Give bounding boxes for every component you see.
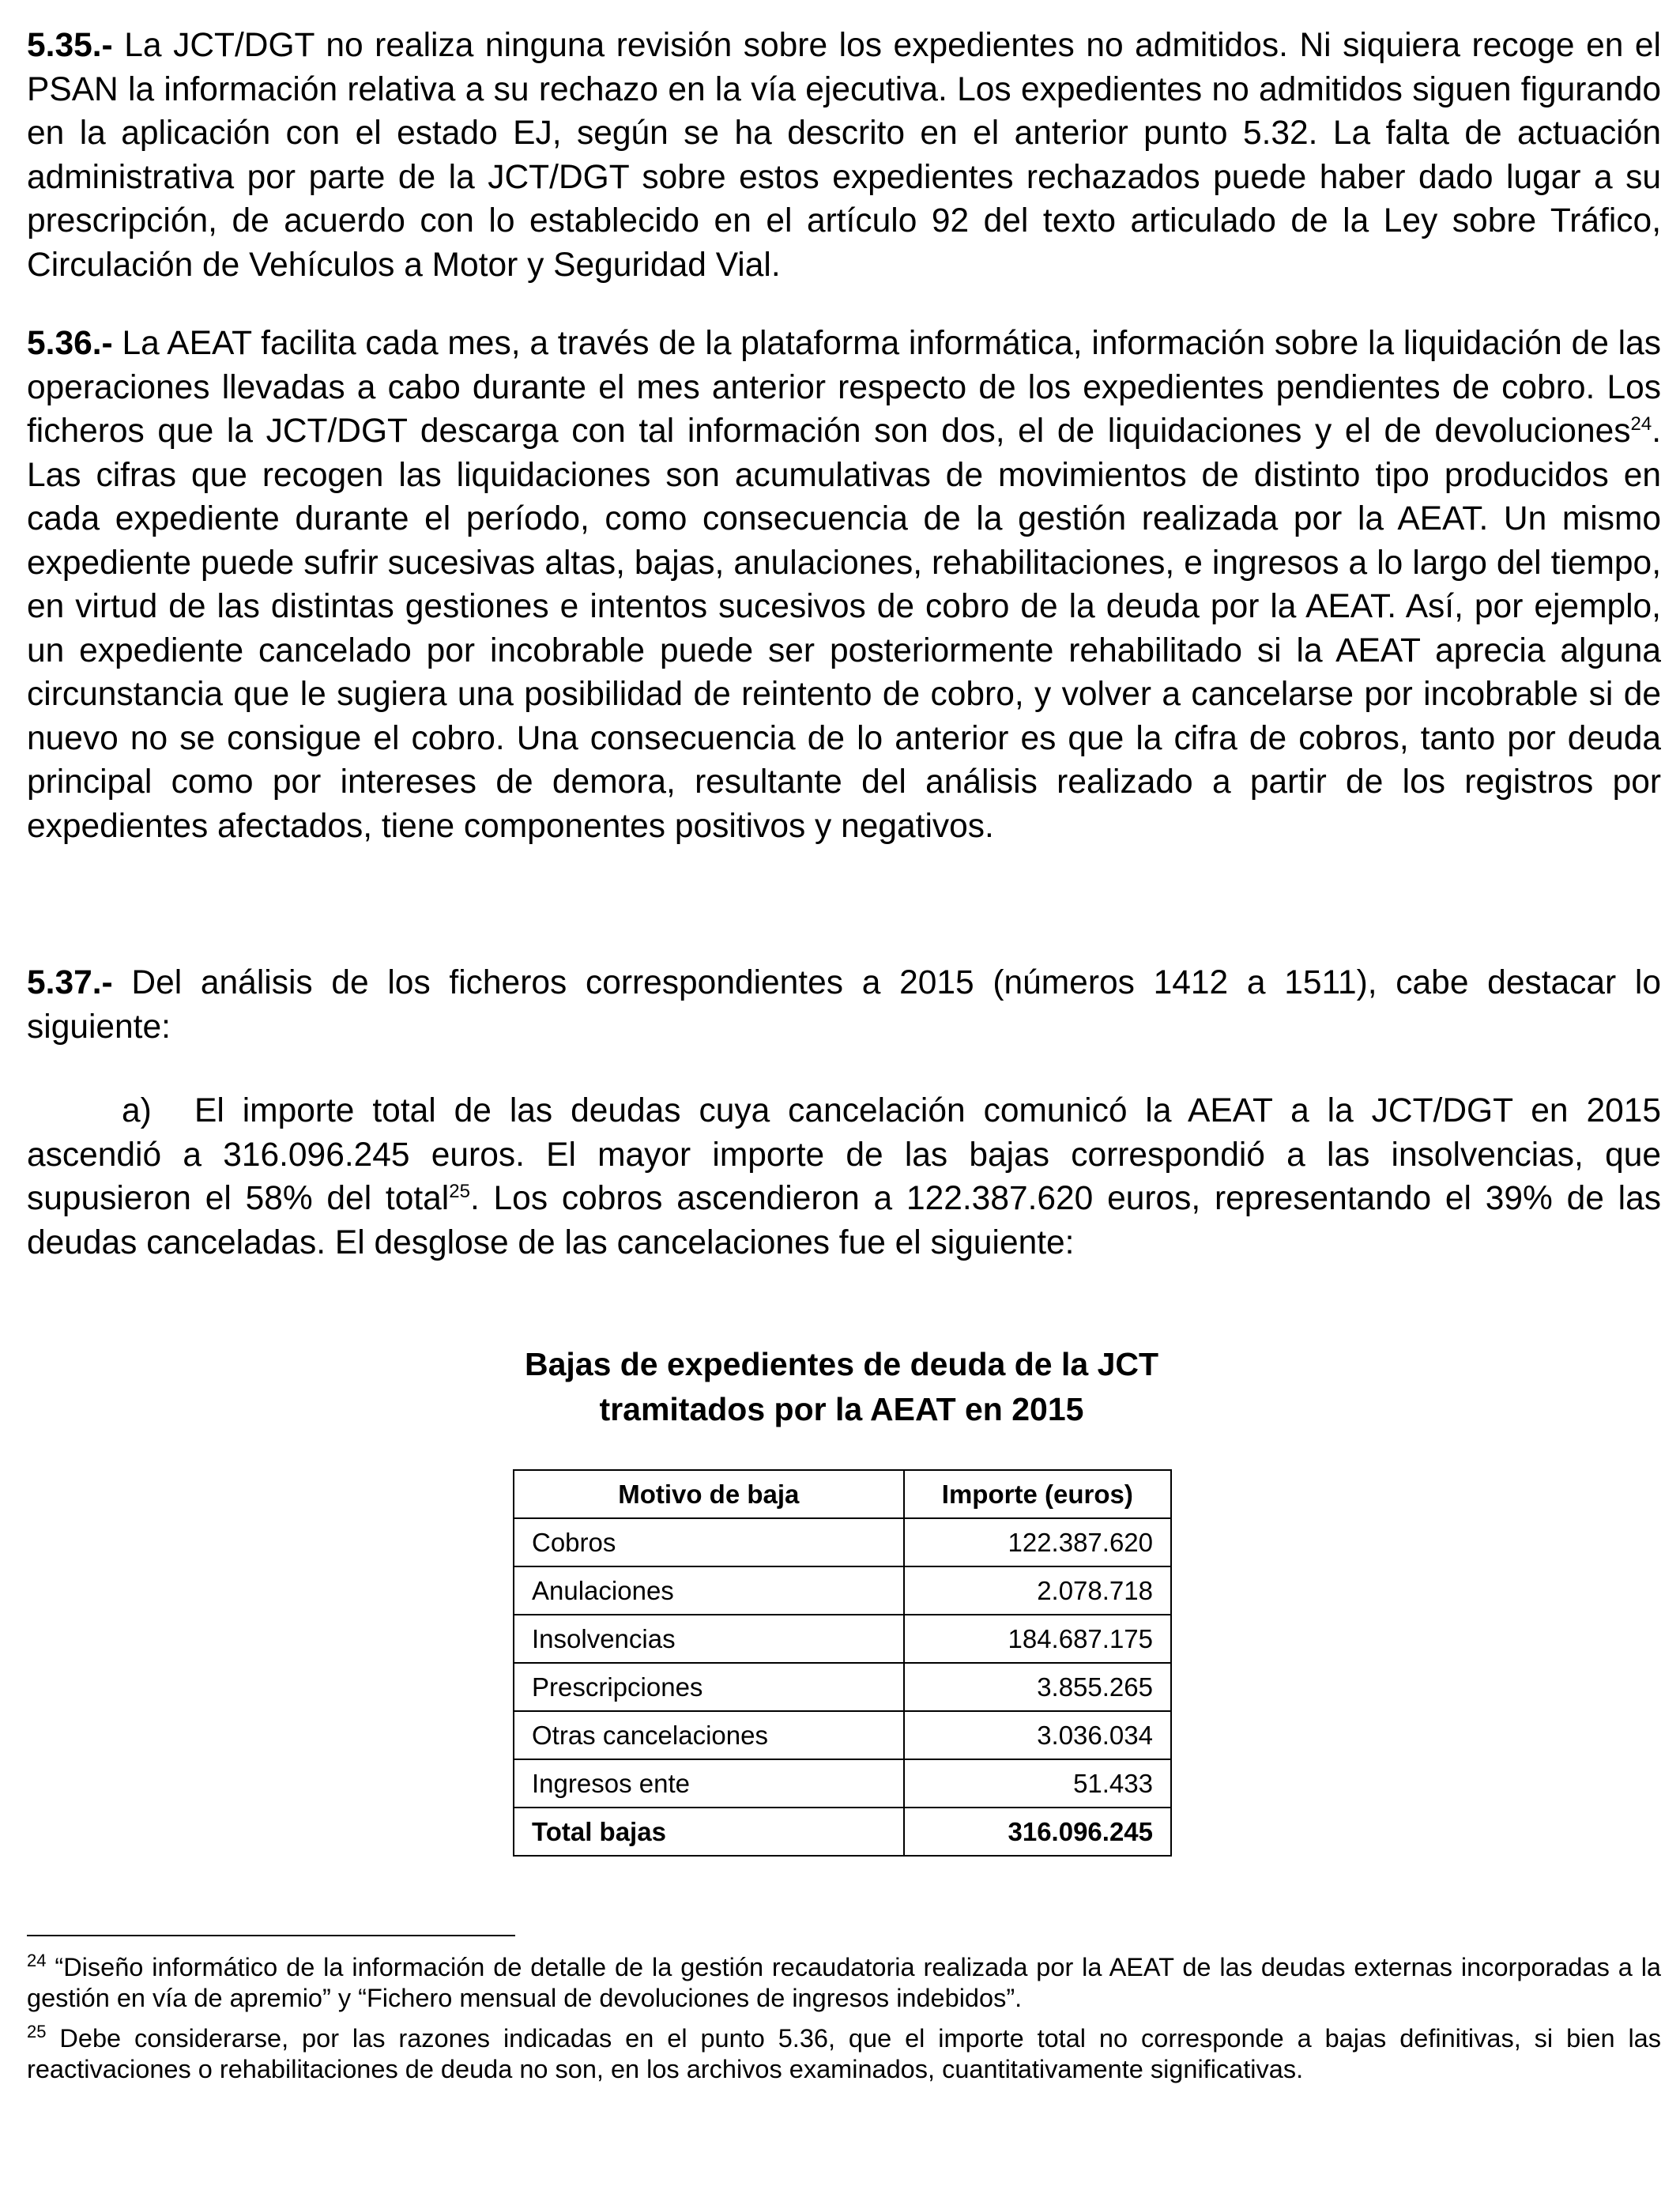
footnote-text: Debe considerarse, por las razones indicadas en el punto 5.36, que el importe total no corresponde a bajas definitivas, si bien las reactivaciones o rehabilitaciones de deuda no son, en los archivos examinados, cuantitativamente significativas. — [27, 2024, 1661, 2083]
table-total-row — [514, 1808, 1171, 1856]
table-row — [514, 1615, 1171, 1663]
table-header-row — [514, 1470, 1171, 1518]
row-label: Insolvencias — [514, 1615, 904, 1663]
footnote-24 — [27, 1952, 1661, 2014]
bajas-table — [513, 1469, 1172, 1857]
row-value: 51.433 — [904, 1759, 1171, 1808]
list-item-label: a) — [122, 1092, 152, 1129]
list-item-a — [27, 1089, 1661, 1265]
row-value: 2.078.718 — [904, 1566, 1171, 1615]
paragraph-text: La AEAT facilita cada mes, a través de la plataforma informática, información sobre la liquidación de las operaciones llevadas a cabo durante el mes anterior respecto de los expedientes pendientes de cobro. Los ficheros que la JCT/DGT descarga con tal información son dos, el de liquidaciones y el de devoluciones — [27, 325, 1661, 450]
row-label: Anulaciones — [514, 1566, 904, 1615]
footnote-number: 25 — [27, 2022, 47, 2042]
row-label: Otras cancelaciones — [514, 1711, 904, 1759]
row-label: Prescripciones — [514, 1663, 904, 1711]
row-value: 122.387.620 — [904, 1518, 1171, 1566]
table-row — [514, 1518, 1171, 1566]
footnote-ref-25[interactable]: 25 — [449, 1180, 470, 1202]
footnote-text: “Diseño informático de la información de detalle de la gestión recaudatoria realizada por la AEAT de las deudas externas incorporadas a la gestión en vía de apremio” y “Fichero mensual de devoluciones de ingresos indebidos”. — [27, 1953, 1661, 2012]
paragraph-text: . Los cobros ascendieron a 122.387.620 euros, representando el 39% de las deudas canceladas. El desglose de las cancelaciones fue el siguiente: — [27, 1180, 1661, 1261]
table-row — [514, 1759, 1171, 1808]
paragraph-text: El importe total de las deudas cuya cancelación comunicó la AEAT a la JCT/DGT en 2015 ascendió a 316.096.245 euros. El mayor importe de las bajas correspondió a las insolvencias, que supusieron el 58% del total — [27, 1092, 1661, 1217]
footnote-25 — [27, 2023, 1661, 2085]
paragraph-number: 5.36.- — [27, 325, 113, 362]
row-value: 3.036.034 — [904, 1711, 1171, 1759]
table-title-line-1: Bajas de expedientes de deuda de la JCT — [524, 1346, 1159, 1382]
paragraph-number: 5.35.- — [27, 27, 113, 64]
paragraph-5-35 — [27, 24, 1661, 287]
paragraph-text: Del análisis de los ficheros correspondientes a 2015 (números 1412 a 1511), cabe destacar lo siguiente: — [27, 964, 1661, 1046]
column-header-importe: Importe (euros) — [904, 1470, 1171, 1518]
row-label: Ingresos ente — [514, 1759, 904, 1808]
paragraph-5-37 — [27, 961, 1661, 1049]
paragraph-5-36 — [27, 322, 1661, 848]
row-value: 184.687.175 — [904, 1615, 1171, 1663]
table-title-line-2: tramitados por la AEAT en 2015 — [599, 1391, 1084, 1427]
paragraph-number: 5.37.- — [27, 964, 113, 1001]
column-header-motivo: Motivo de baja — [514, 1470, 904, 1518]
table-row — [514, 1663, 1171, 1711]
table-row — [514, 1566, 1171, 1615]
footnote-divider — [27, 1935, 515, 1936]
paragraph-text: La JCT/DGT no realiza ninguna revisión sobre los expedientes no admitidos. Ni siquiera recoge en el PSAN la información relativa a su rechazo en la vía ejecutiva. Los expedientes no admitidos siguen figurando en la aplicación con el estado EJ, según se ha descrito en el anterior punto 5.32. La falta de actuación administrativa por parte de la JCT/DGT sobre estos expedientes rechazados puede haber dado lugar a su prescripción, de acuerdo con lo establecido en el artículo 92 del texto articulado de la Ley sobre Tráfico, Circulación de Vehículos a Motor y Seguridad Vial. — [27, 27, 1661, 284]
footnote-number: 24 — [27, 1951, 47, 1971]
row-label: Cobros — [514, 1518, 904, 1566]
total-label: Total bajas — [514, 1808, 904, 1856]
table-title — [395, 1342, 1288, 1432]
paragraph-text: . Las cifras que recogen las liquidaciones son acumulativas de movimientos de distinto tipo producidos en cada expediente durante el período, como consecuencia de la gestión realizada por la AEAT. Un mismo expediente puede sufrir sucesivas altas, bajas, anulaciones, rehabilitaciones, e ingresos a lo largo del tiempo, en virtud de las distintas gestiones e intentos sucesivos de cobro de la deuda por la AEAT. Así, por ejemplo, un expediente cancelado por incobrable puede ser posteriormente rehabilitado si la AEAT aprecia alguna circunstancia que le sugiera una posibilidad de reintento de cobro, y volver a cancelarse por incobrable si de nuevo no se consigue el cobro. Una consecuencia de lo anterior es que la cifra de cobros, tanto por deuda principal como por intereses de demora, resultante del análisis realizado a partir de los registros por expedientes afectados, tiene componentes positivos y negativos. — [27, 413, 1661, 845]
row-value: 3.855.265 — [904, 1663, 1171, 1711]
footnote-ref-24[interactable]: 24 — [1630, 413, 1652, 435]
table-row — [514, 1711, 1171, 1759]
total-value: 316.096.245 — [904, 1808, 1171, 1856]
